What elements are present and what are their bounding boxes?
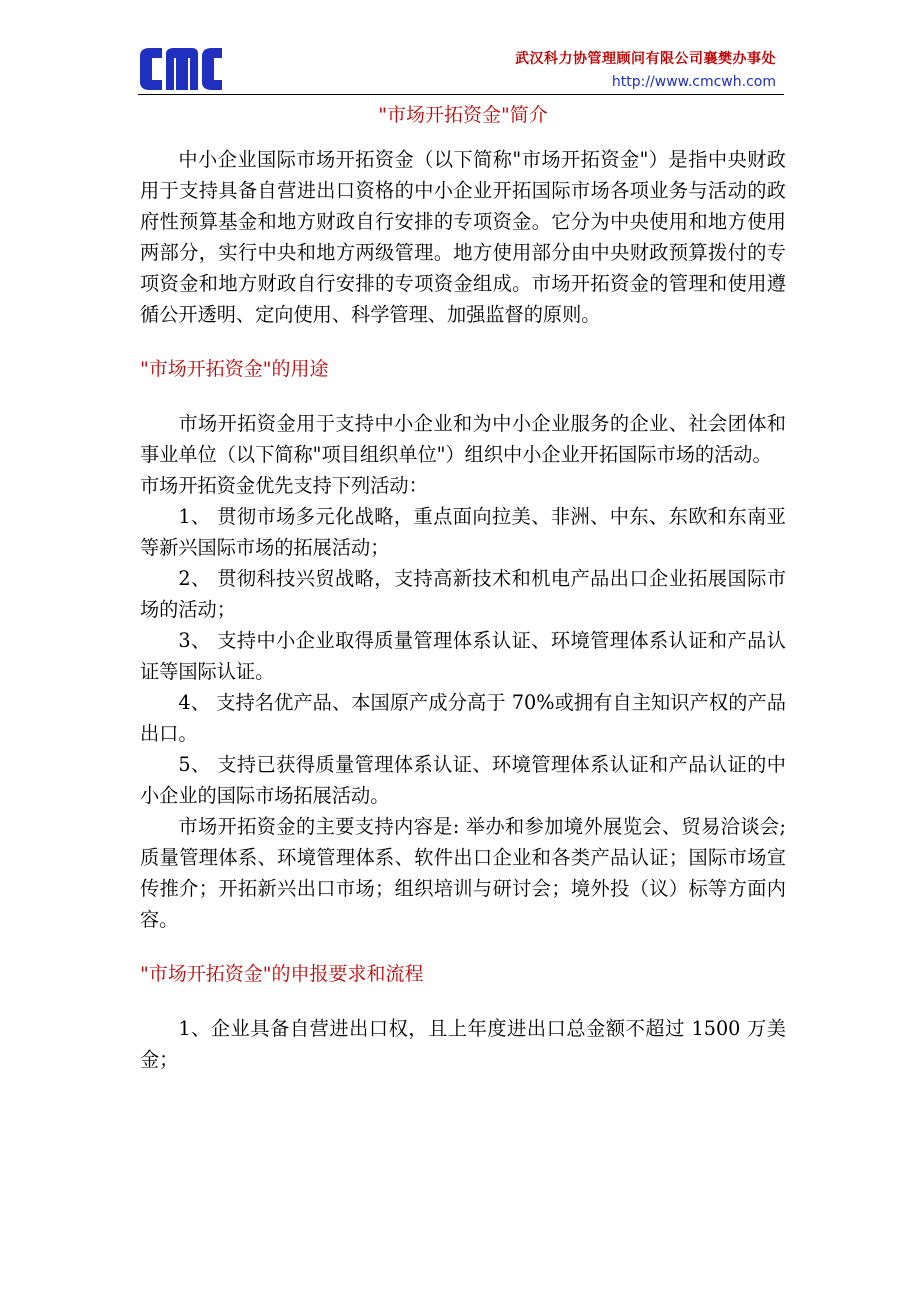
document-body [140,100,786,1075]
list-item: 3、 支持中小企业取得质量管理体系认证、环境管理体系认证和产品认证等国际认证。 [140,629,786,683]
list-item: 4、 支持名优产品、本国原产成分高于 70%或拥有自主知识产权的产品出口。 [140,691,786,745]
list-item: 1、企业具备自营进出口权，且上年度进出口总金额不超过 1500 万美金； [140,1017,786,1071]
company-name: 武汉科力协管理顾问有限公司襄樊办事处 [515,51,776,67]
intro-paragraph: 中小企业国际市场开拓资金（以下简称"市场开拓资金"）是指中央财政用于支持具备自营进出口资格的中小企业开拓国际市场各项业务与活动的政府性预算基金和地方财政自行安排的专项资金。它分为中央使用和地方使用两部分，实行中央和地方两级管理。地方使用部分由中央财政预算拨付的专项资金和地方财政自行安排的专项资金组成。市场开拓资金的管理和使用遵循公开透明、定向使用、科学管理、加强监督的原则。 [140,148,786,326]
list-item: 5、 支持已获得质量管理体系认证、环境管理体系认证和产品认证的中小企业的国际市场拓展活动。 [140,753,786,807]
page-header [138,40,784,94]
list-item: 2、 贯彻科技兴贸战略，支持高新技术和机电产品出口企业拓展国际市场的活动； [140,567,786,621]
section-heading-apply: "市场开拓资金"的申报要求和流程 [140,963,424,985]
document-title: "市场开拓资金"简介 [378,104,548,126]
company-info [515,48,776,90]
list-item: 1、 贯彻市场多元化战略，重点面向拉美、非洲、中东、东欧和东南亚等新兴国际市场的拓展活动； [140,505,786,559]
cmc-logo [138,46,224,92]
company-url[interactable]: http://www.cmcwh.com [611,74,776,90]
section-heading-use: "市场开拓资金"的用途 [140,358,329,380]
use-lead: 市场开拓资金优先支持下列活动： [140,474,428,497]
support-paragraph: 市场开拓资金的主要支持内容是: 举办和参加境外展览会、贸易洽谈会; 质量管理体系、环境管理体系、软件出口企业和各类产品认证；国际市场宣传推介；开拓新兴出口市场；组织培训与研讨会；境外投（议）标等方面内容。 [140,815,786,931]
header-divider [138,94,784,95]
use-paragraph: 市场开拓资金用于支持中小企业和为中小企业服务的企业、社会团体和事业单位（以下简称"项目组织单位"）组织中小企业开拓国际市场的活动。 [140,412,786,466]
